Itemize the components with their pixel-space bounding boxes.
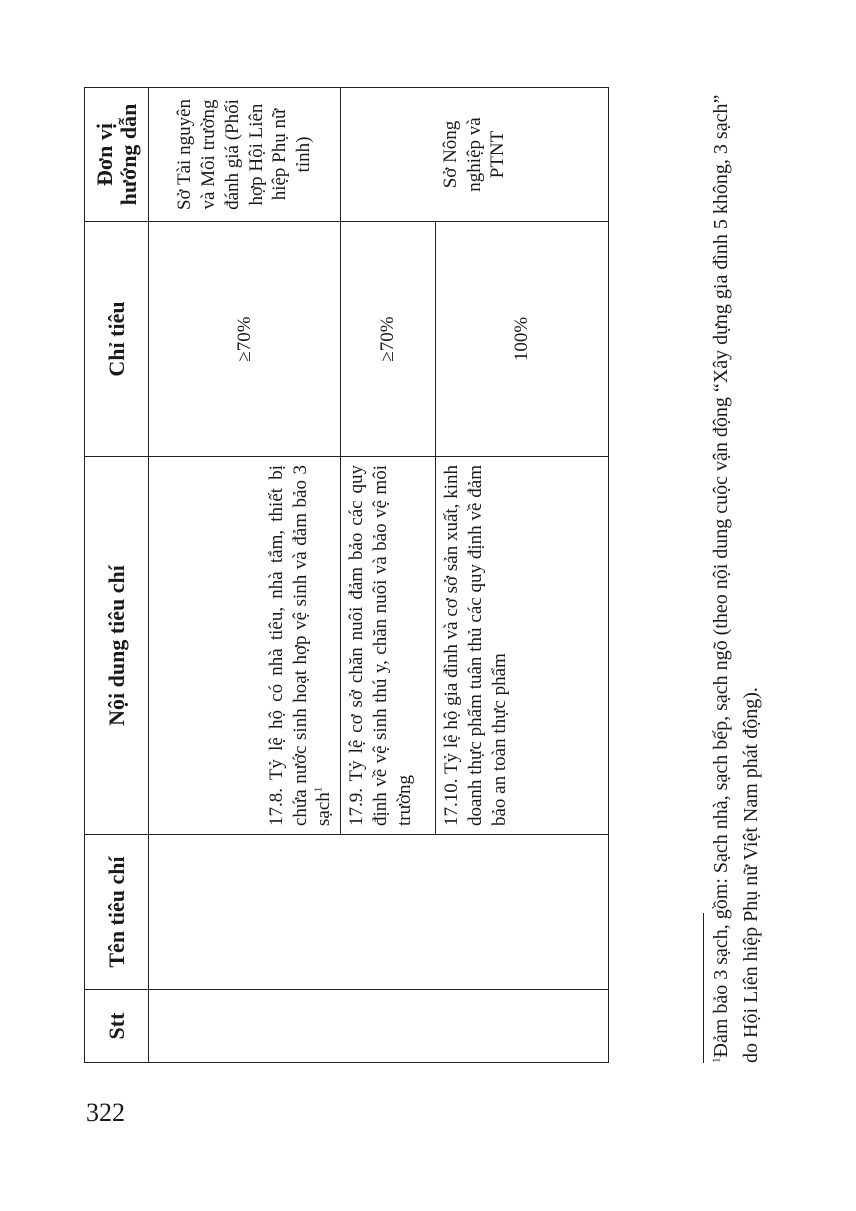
- content-cell-17-10: 17.10. Tỷ lệ hộ gia đình và cơ sở sản xuất, kinh doanh thực phẩm tuân thủ các quy định về đảm bảo an toàn thực phẩm: [436, 457, 609, 835]
- header-unit: Đơn vị hướng dẫn: [85, 88, 149, 222]
- unit-cell-17-9: Sở Nông nghiệp và PTNT: [341, 88, 609, 222]
- name-cell: [149, 835, 609, 990]
- footnote-divider: [703, 913, 704, 1063]
- header-stt: Stt: [85, 990, 149, 1063]
- header-content: Nội dung tiêu chí: [85, 457, 149, 835]
- page-number: 322: [86, 1098, 125, 1127]
- footnote-block: [703, 88, 793, 1063]
- footnote-ref: 1: [312, 786, 325, 793]
- footnote: [706, 88, 766, 1063]
- content-cell-17-9: 17.9. Tỷ lệ cơ sở chăn nuôi đảm bảo các quy định về vệ sinh thú y, chăn nuôi và bảo vệ môi trường: [341, 457, 436, 835]
- content-text-17-8: 17.8. Tỷ lệ hộ có nhà tiêu, nhà tắm, thiết bị chứa nước sinh hoạt hợp vệ sinh và đảm bảo 3 sạch: [265, 465, 335, 826]
- table-header-row: [85, 88, 149, 1063]
- header-target: Chỉ tiêu: [85, 222, 149, 457]
- target-cell-17-8: ≥70%: [149, 222, 341, 457]
- footnote-text: Đảm bảo 3 sạch, gồm: Sạch nhà, sạch bếp, sạch ngõ (theo nội dung cuộc vận động “Xây dựng gia đình 5 không, 3 sạch” do Hội Liên hiệp Phụ nữ Việt Nam phát động).: [710, 94, 762, 1063]
- header-name: Tên tiêu chí: [85, 835, 149, 990]
- criteria-table: [84, 87, 609, 1063]
- unit-cell-17-8: Sở Tài nguyên và Môi trường đánh giá (Phối hợp Hội Liên hiệp Phụ nữ tỉnh): [149, 88, 341, 222]
- stt-cell: [149, 990, 609, 1063]
- footnote-marker: 1: [710, 1057, 723, 1063]
- target-cell-17-9: ≥70%: [341, 222, 436, 457]
- criteria-table-frame: [84, 88, 607, 1063]
- target-cell-17-10: 100%: [436, 222, 609, 457]
- table-row: [149, 88, 341, 1063]
- content-cell-17-8: [149, 457, 341, 835]
